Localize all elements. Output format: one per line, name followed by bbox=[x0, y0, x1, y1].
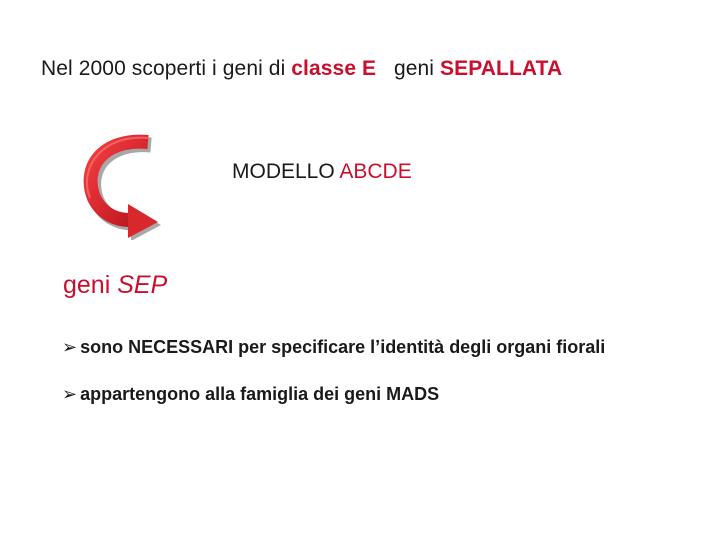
bullet-item bbox=[62, 384, 439, 405]
arrowhead-bullet-icon: ➢ bbox=[62, 337, 78, 358]
headline-prefix: Nel 2000 scoperti i geni di bbox=[41, 57, 292, 80]
headline-sepallata: SEPALLATA bbox=[440, 57, 563, 80]
headline-middle: geni bbox=[393, 57, 441, 80]
section-sep: SEP bbox=[117, 271, 168, 299]
model-label bbox=[232, 160, 412, 184]
bullet-text: appartengono alla famiglia dei geni MADS bbox=[80, 384, 440, 404]
section-prefix: geni bbox=[63, 271, 118, 299]
bullet-text: sono NECESSARI per specificare l’identità degli organi fiorali bbox=[80, 337, 606, 357]
arrowhead-bullet-icon: ➢ bbox=[62, 384, 78, 405]
model-prefix: MODELLO bbox=[232, 160, 340, 183]
section-title bbox=[63, 271, 167, 300]
model-abcde: ABCDE bbox=[339, 160, 412, 183]
headline-class-e: classe E bbox=[291, 57, 377, 80]
headline bbox=[41, 57, 562, 81]
curved-arrow-icon bbox=[72, 128, 162, 240]
bullet-item bbox=[62, 337, 605, 358]
